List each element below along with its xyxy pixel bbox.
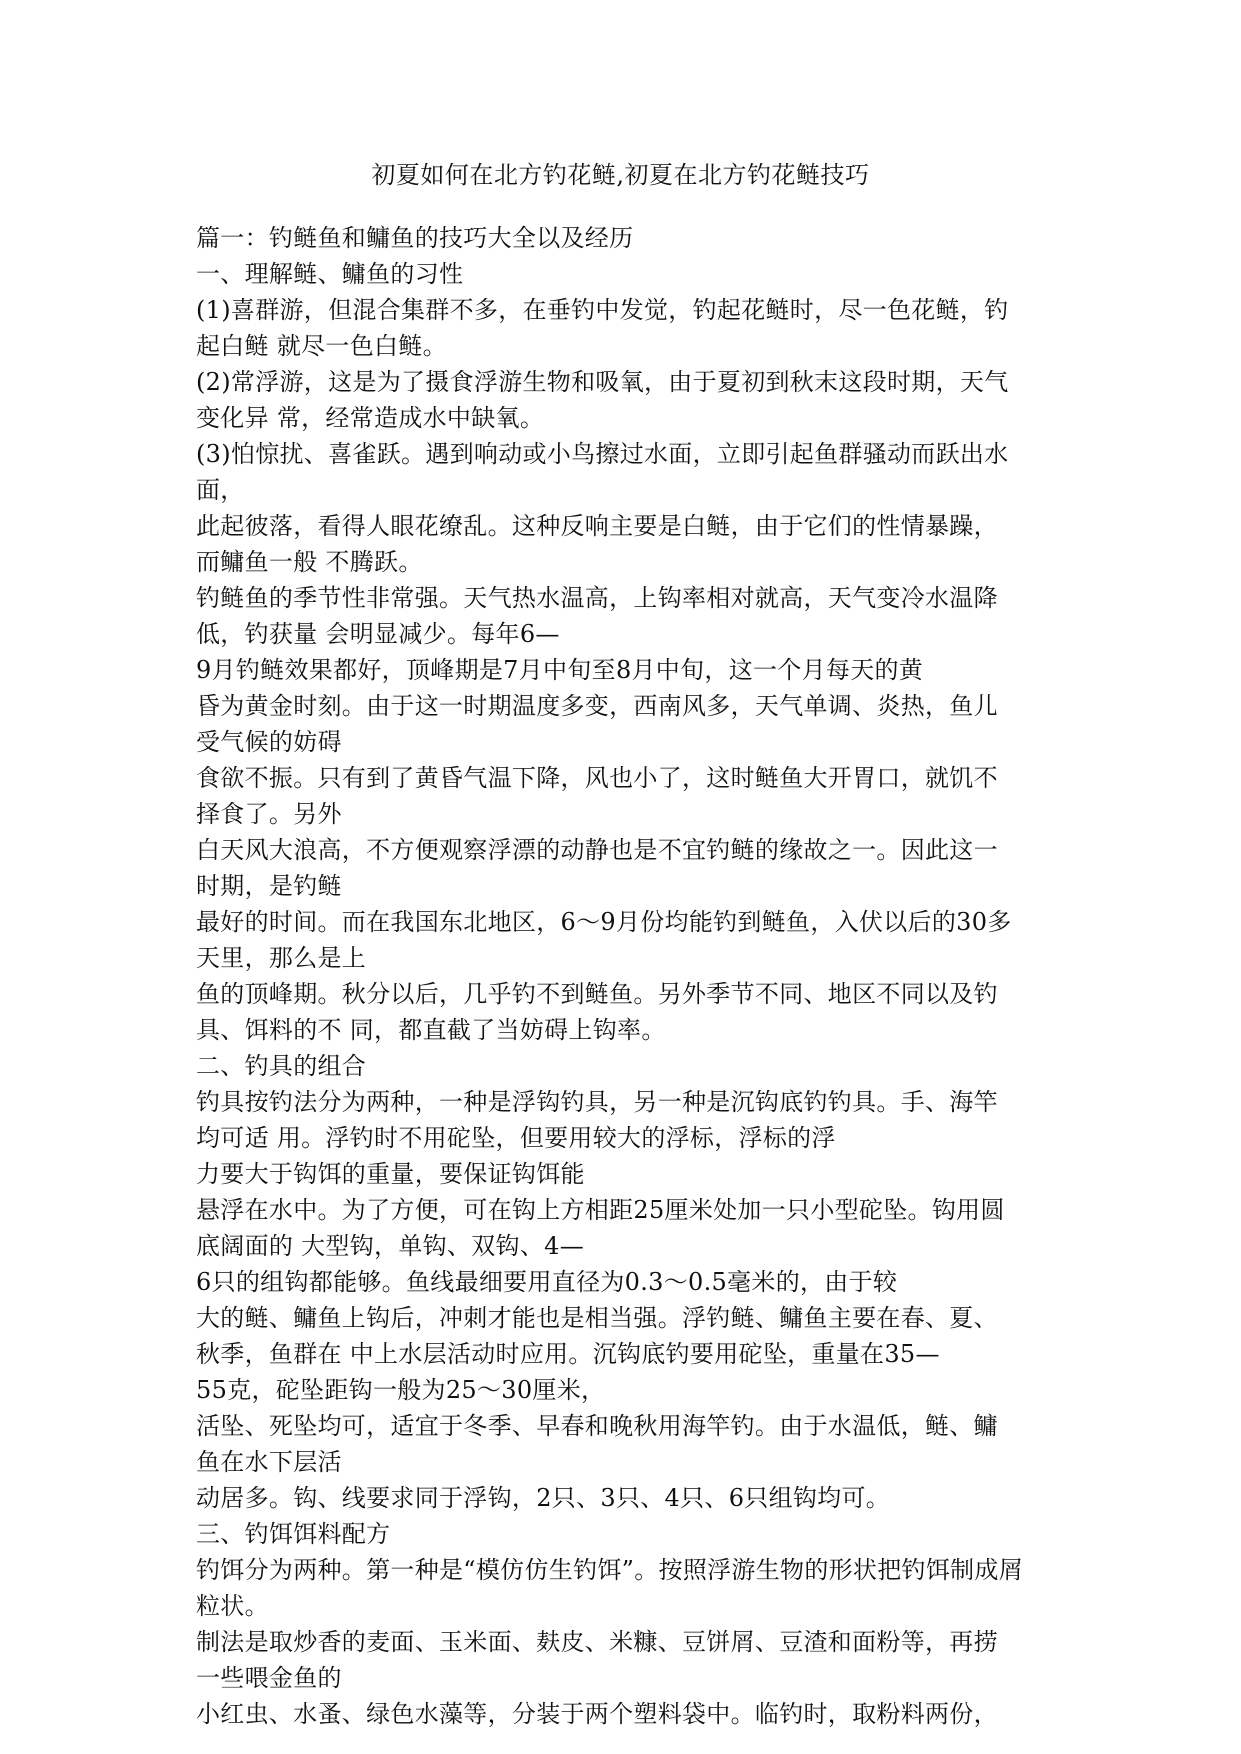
- body-line: 悬浮在水中。为了方便，可在钩上方相距25厘米处加一只小型砣坠。钩用圆: [196, 1196, 1005, 1224]
- body-line: 最好的时间。而在我国东北地区，6～9月份均能钓到鲢鱼，入伏以后的30多: [196, 908, 1012, 936]
- body-line: (3)怕惊扰、喜雀跃。遇到响动或小鸟擦过水面，立即引起鱼群骚动而跃出水: [196, 440, 1009, 468]
- body-line: 白天风大浪高，不方便观察浮漂的动静也是不宜钓鲢的缘故之一。因此这一: [196, 836, 998, 864]
- body-line: (2)常浮游，这是为了摄食浮游生物和吸氧，由于夏初到秋末这段时期，天气: [196, 368, 1009, 396]
- body-line: 制法是取炒香的麦面、玉米面、麸皮、米糠、豆饼屑、豆渣和面粉等，再捞: [196, 1628, 998, 1656]
- body-line: 鱼的顶峰期。秋分以后，几乎钓不到鲢鱼。另外季节不同、地区不同以及钓: [196, 980, 998, 1008]
- body-line: 三、钓饵饵料配方: [196, 1520, 391, 1548]
- body-line: 钓具按钓法分为两种，一种是浮钩钓具，另一种是沉钩底钓钓具。手、海竿: [196, 1088, 998, 1116]
- body-line: 小红虫、水蚤、绿色水藻等，分装于两个塑料袋中。临钓时，取粉料两份，: [196, 1700, 998, 1728]
- body-line: 起白鲢 就尽一色白鲢。: [196, 332, 447, 360]
- body-line: 活坠、死坠均可，适宜于冬季、早春和晚秋用海竿钓。由于水温低，鲢、鳙: [196, 1412, 998, 1440]
- body-line: 55克，砣坠距钩一般为25～30厘米，: [196, 1376, 606, 1404]
- body-line: 鱼在水下层活: [196, 1448, 342, 1476]
- body-line: 一、理解鲢、鳙鱼的习性: [196, 260, 464, 288]
- body-line: 昏为黄金时刻。由于这一时期温度多变，西南风多，天气单调、炎热，鱼儿: [196, 692, 998, 720]
- body-line: 力要大于钩饵的重量，要保证钩饵能: [196, 1160, 585, 1188]
- body-line: 篇一：钓鲢鱼和鳙鱼的技巧大全以及经历: [196, 224, 634, 252]
- body-line: 变化异 常，经常造成水中缺氧。: [196, 404, 545, 432]
- body-line: 粒状。: [196, 1592, 269, 1620]
- body-line: 动居多。钩、线要求同于浮钩，2只、3只、4只、6只组钩均可。: [196, 1484, 891, 1512]
- body-line: 低，钓获量 会明显减少。每年6—: [196, 620, 560, 648]
- body-line: 钓鲢鱼的季节性非常强。天气热水温高，上钩率相对就高，天气变冷水温降: [196, 584, 998, 612]
- body-line: 均可适 用。浮钓时不用砣坠，但要用较大的浮标，浮标的浮: [196, 1124, 836, 1152]
- body-line: 时期，是钓鲢: [196, 872, 342, 900]
- body-line: 择食了。另外: [196, 800, 342, 828]
- body-line: 底阔面的 大型钩，单钩、双钩、4—: [196, 1232, 584, 1260]
- document-title: 初夏如何在北方钓花鲢,初夏在北方钓花鲢技巧: [371, 161, 870, 189]
- body-line: 面，: [196, 476, 245, 504]
- body-line: 秋季，鱼群在 中上水层活动时应用。沉钩底钓要用砣坠，重量在35—: [196, 1340, 940, 1368]
- body-line: 食欲不振。只有到了黄昏气温下降，风也小了，这时鲢鱼大开胃口，就饥不: [196, 764, 998, 792]
- body-line: 具、饵料的不 同，都直截了当妨碍上钩率。: [196, 1016, 666, 1044]
- body-line: 此起彼落，看得人眼花缭乱。这种反响主要是白鲢，由于它们的性情暴躁，: [196, 512, 998, 540]
- body-line: 而鳙鱼一般 不腾跃。: [196, 548, 423, 576]
- body-line: 天里，那么是上: [196, 944, 367, 972]
- body-line: 一些喂金鱼的: [196, 1664, 342, 1692]
- body-line: (1)喜群游，但混合集群不多，在垂钓中发觉，钓起花鲢时，尽一色花鲢，钓: [196, 296, 1009, 324]
- body-line: 大的鲢、鳙鱼上钩后，冲刺才能也是相当强。浮钓鲢、鳙鱼主要在春、夏、: [196, 1304, 998, 1332]
- document-body: [196, 220, 1056, 1732]
- body-line: 9月钓鲢效果都好，顶峰期是7月中旬至8月中旬，这一个月每天的黄: [196, 656, 924, 684]
- body-line: 二、钓具的组合: [196, 1052, 367, 1080]
- body-line: 钓饵分为两种。第一种是“模仿仿生钓饵”。按照浮游生物的形状把钓饵制成屑: [196, 1556, 1024, 1584]
- body-line: 6只的组钩都能够。鱼线最细要用直径为0.3～0.5毫米的，由于较: [196, 1268, 898, 1296]
- body-line: 受气候的妨碍: [196, 728, 342, 756]
